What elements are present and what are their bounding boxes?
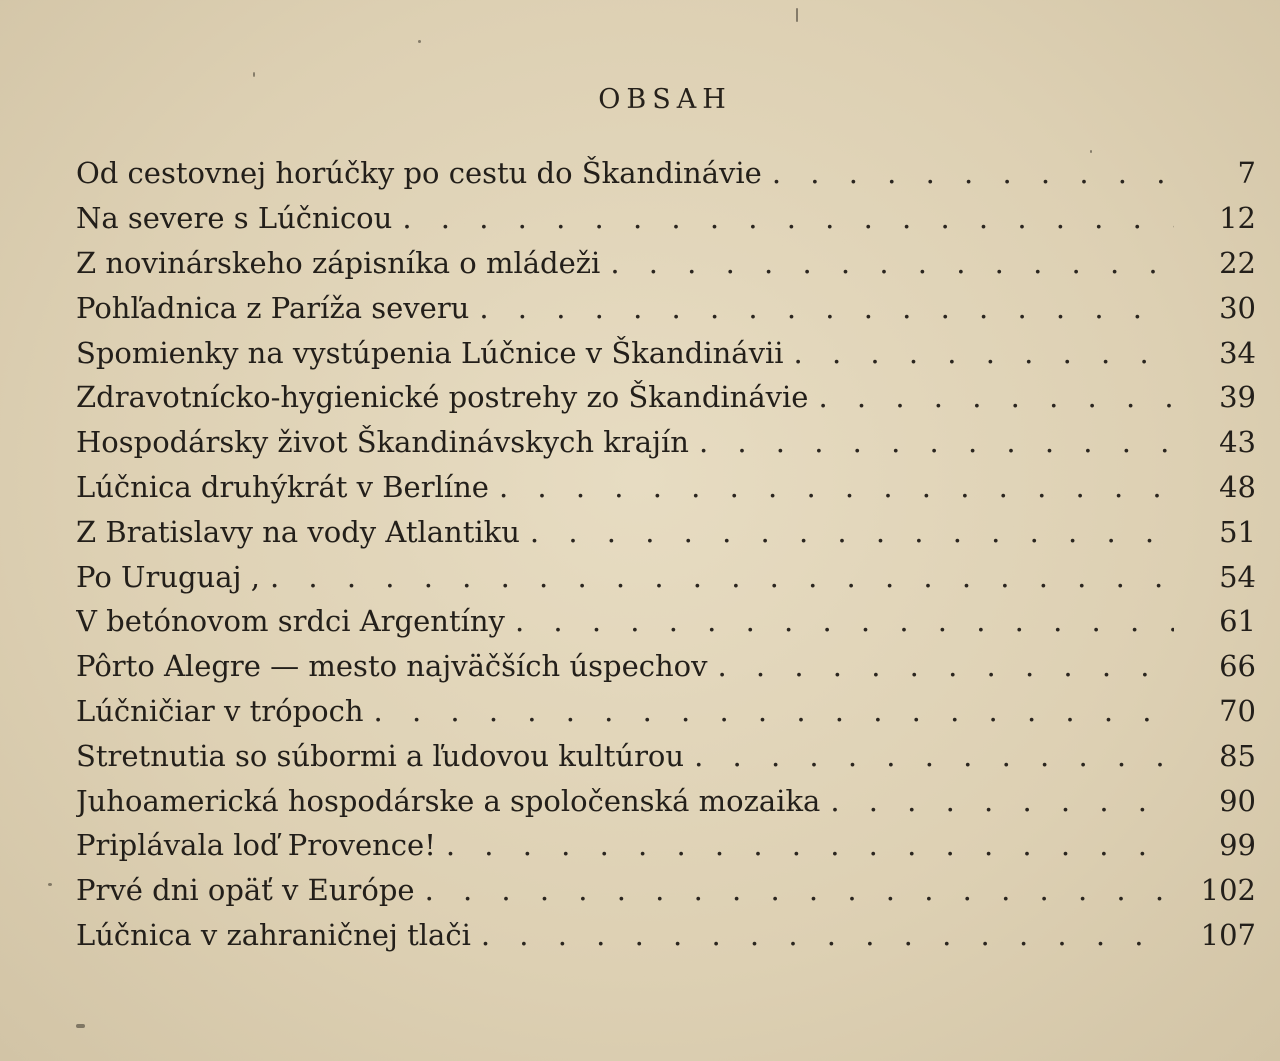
toc-entry-page: 99 — [1219, 828, 1256, 863]
toc-entry-title: Hospodársky život Škandinávskych krajín — [76, 425, 689, 460]
toc-entry — [76, 420, 1256, 465]
dot-leader — [772, 156, 1174, 190]
dot-leader — [530, 515, 1174, 549]
toc-entry-title: Lúčnica druhýkrát v Berlíne — [76, 469, 489, 504]
paper-speck — [253, 72, 255, 77]
toc-entry — [76, 599, 1256, 644]
toc-entry-title: Lúčnica v zahraničnej tlači — [76, 917, 471, 952]
toc-entry-page: 85 — [1219, 738, 1256, 773]
toc-entry — [76, 151, 1256, 196]
dot-leader — [718, 649, 1175, 683]
toc-entry-page: 70 — [1219, 693, 1256, 728]
toc-entry-title: Prvé dni opäť v Európe — [76, 873, 415, 908]
toc-entry — [76, 913, 1256, 958]
toc-entry-title: Lúčničiar v trópoch — [76, 693, 364, 728]
toc-entry-title: Pohľadnica z Paríža severu — [76, 290, 470, 325]
dot-leader — [699, 425, 1174, 459]
dot-leader — [446, 828, 1174, 862]
toc-entry-page: 39 — [1219, 380, 1256, 415]
dot-leader — [270, 560, 1174, 594]
dot-leader — [610, 246, 1174, 280]
toc-entry-page: 90 — [1219, 783, 1256, 818]
toc-entry — [76, 196, 1256, 241]
toc-entry — [76, 823, 1256, 868]
toc-entry-page: 54 — [1219, 559, 1256, 594]
toc-entry-title: Od cestovnej horúčky po cestu do Škandinávie — [76, 156, 762, 191]
paper-speck — [1090, 150, 1092, 153]
toc-entry-title: Spomienky na vystúpenia Lúčnice v Škandinávii — [76, 335, 784, 370]
toc-entry-page: 102 — [1200, 873, 1256, 908]
toc-entry — [76, 285, 1256, 330]
toc-entry-title: Zdravotnícko-hygienické postrehy zo Škandinávie — [76, 380, 809, 415]
toc-entry — [76, 554, 1256, 599]
toc-entry — [76, 241, 1256, 286]
toc-entry — [76, 330, 1256, 375]
dot-leader — [479, 291, 1174, 325]
toc-entry-page: 7 — [1237, 156, 1256, 191]
toc-entry-page: 22 — [1219, 245, 1256, 280]
dot-leader — [425, 873, 1174, 907]
table-of-contents — [76, 151, 1256, 957]
toc-entry-page: 107 — [1200, 917, 1256, 952]
toc-entry-title: V betónovom srdci Argentíny — [76, 604, 505, 639]
toc-entry-title: Po Uruguaj , — [76, 559, 260, 594]
toc-entry-title: Z novinárskeho zápisníka o mládeži — [76, 245, 601, 280]
toc-entry-page: 66 — [1219, 649, 1256, 684]
dot-leader — [794, 336, 1174, 370]
toc-entry — [76, 375, 1256, 420]
dot-leader — [481, 918, 1174, 952]
toc-entry — [76, 689, 1256, 734]
dot-leader — [694, 739, 1174, 773]
toc-entry — [76, 465, 1256, 510]
dot-leader — [374, 694, 1174, 728]
toc-entry — [76, 778, 1256, 823]
paper-speck — [796, 8, 798, 22]
toc-entry-title: Pôrto Alegre — mesto najväčších úspechov — [76, 649, 708, 684]
toc-entry — [76, 509, 1256, 554]
toc-entry-page: 48 — [1219, 469, 1256, 504]
toc-entry-page: 12 — [1219, 201, 1256, 236]
toc-entry-title: Z Bratislavy na vody Atlantiku — [76, 514, 520, 549]
toc-entry — [76, 644, 1256, 689]
dot-leader — [818, 380, 1174, 414]
toc-entry-title: Juhoamerická hospodárske a spoločenská mozaika — [76, 783, 821, 818]
toc-entry-title: Na severe s Lúčnicou — [76, 201, 393, 236]
dot-leader — [499, 470, 1174, 504]
toc-entry-page: 61 — [1219, 604, 1256, 639]
toc-entry-page: 30 — [1219, 290, 1256, 325]
toc-entry-page: 51 — [1219, 514, 1256, 549]
paper-speck — [48, 883, 52, 886]
toc-entry — [76, 868, 1256, 913]
dot-leader — [830, 784, 1174, 818]
dot-leader — [402, 201, 1174, 235]
dot-leader — [515, 604, 1174, 638]
paper-speck — [418, 40, 421, 43]
toc-entry — [76, 733, 1256, 778]
toc-entry-title: Stretnutia so súbormi a ľudovou kultúrou — [76, 738, 685, 773]
paper-speck — [76, 1024, 85, 1028]
page-title: OBSAH — [598, 84, 732, 115]
toc-entry-page: 43 — [1219, 425, 1256, 460]
toc-entry-page: 34 — [1219, 335, 1256, 370]
toc-entry-title: Priplávala loď Provence! — [76, 828, 436, 863]
